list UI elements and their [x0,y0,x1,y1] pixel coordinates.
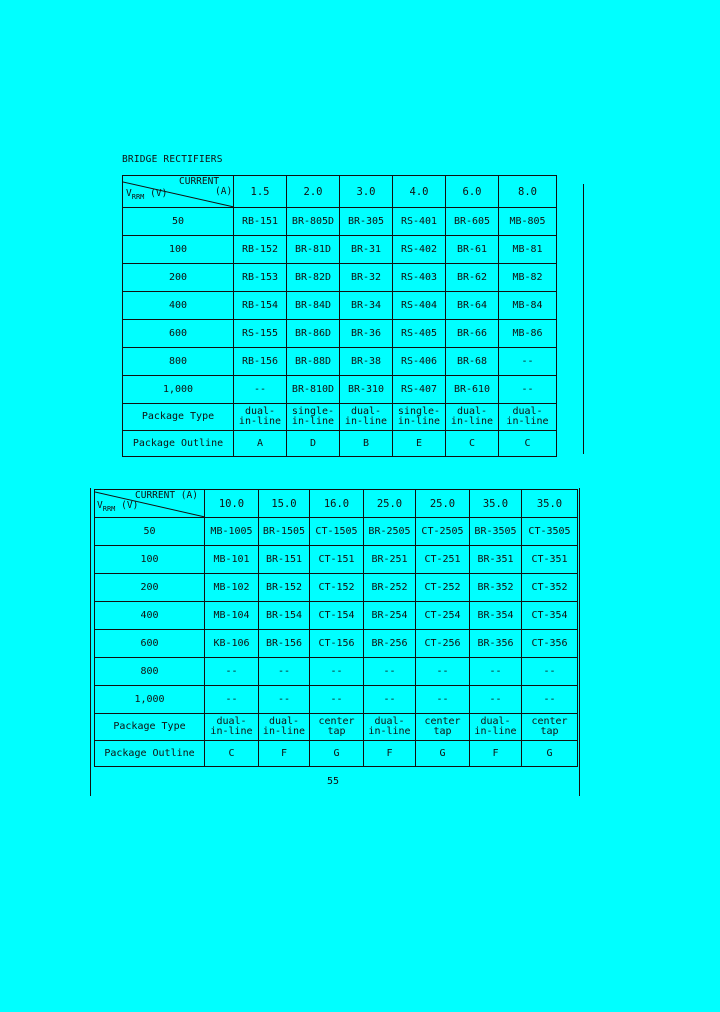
part-number-cell: CT-251 [416,546,470,574]
part-number-cell: RB-156 [234,348,287,376]
voltage-cell: 100 [123,236,234,264]
package-type-cell [234,404,287,431]
part-number-cell: -- [205,686,259,714]
page-number: 55 [327,776,340,787]
part-number-cell: MB-104 [205,602,259,630]
part-number-cell: BR-605 [446,208,499,236]
part-number-cell: CT-352 [522,574,578,602]
package-type-line: single- [291,406,335,417]
package-outline-cell: F [259,741,310,767]
package-outline-label: Package Outline [123,431,234,457]
column-header-current: 10.0 [205,490,259,518]
package-type-cell [310,714,364,741]
part-number-cell: -- [364,686,416,714]
part-number-cell: BR-154 [259,602,310,630]
part-number-cell: CT-156 [310,630,364,658]
part-number-cell: CT-2505 [416,518,470,546]
voltage-cell: 400 [95,602,205,630]
part-number-cell: -- [310,658,364,686]
part-number-cell: BR-3505 [470,518,522,546]
part-number-cell: -- [205,658,259,686]
part-number-cell: MB-81 [499,236,557,264]
current-label: CURRENT (A) [135,490,198,501]
package-type-line: in-line [397,416,441,427]
part-number-cell: BR-32 [340,264,393,292]
column-header-current: 25.0 [364,490,416,518]
part-number-cell: CT-252 [416,574,470,602]
column-header-current: 6.0 [446,176,499,208]
part-number-cell: MB-101 [205,546,259,574]
voltage-cell: 50 [95,518,205,546]
part-number-cell: BR-251 [364,546,416,574]
table-row [95,602,578,630]
voltage-cell: 200 [95,574,205,602]
part-number-cell: BR-64 [446,292,499,320]
package-type-line: center [424,716,461,727]
part-number-cell: MB-84 [499,292,557,320]
table-row [123,320,557,348]
part-number-cell: BR-82D [287,264,340,292]
part-number-cell: RS-402 [393,236,446,264]
column-header-current: 8.0 [499,176,557,208]
part-number-cell: BR-36 [340,320,393,348]
package-type-line: in-line [262,726,306,737]
package-type-cell [364,714,416,741]
part-number-cell: CT-356 [522,630,578,658]
part-number-cell: -- [499,376,557,404]
part-number-cell: BR-352 [470,574,522,602]
package-type-line: dual- [456,406,488,417]
part-number-cell: KB-106 [205,630,259,658]
part-number-cell: BR-81D [287,236,340,264]
package-type-line: in-line [368,726,411,737]
part-number-cell: BR-31 [340,236,393,264]
package-type-line: dual- [268,716,300,727]
package-outline-cell: G [310,741,364,767]
voltage-cell: 400 [123,292,234,320]
package-type-row [95,714,578,741]
table-row [95,574,578,602]
part-number-cell: BR-2505 [364,518,416,546]
voltage-cell: 600 [123,320,234,348]
package-type-cell [259,714,310,741]
table-row [95,546,578,574]
voltage-cell: 800 [123,348,234,376]
part-number-cell: BR-252 [364,574,416,602]
voltage-cell: 50 [123,208,234,236]
part-number-cell: MB-82 [499,264,557,292]
package-type-line: dual- [350,406,382,417]
table-row [123,264,557,292]
voltage-cell: 600 [95,630,205,658]
part-number-cell: BR-62 [446,264,499,292]
package-type-line: in-line [291,416,335,427]
scan-edge-line [583,184,584,454]
part-number-cell: CT-254 [416,602,470,630]
column-header-current: 3.0 [340,176,393,208]
vrrm-label: $V_{RRM}$ (V) [97,500,139,513]
part-number-cell: CT-151 [310,546,364,574]
part-number-cell: BR-38 [340,348,393,376]
part-number-cell: BR-84D [287,292,340,320]
package-type-line: dual- [244,406,276,417]
part-number-cell: -- [522,658,578,686]
package-type-line: dual- [512,406,543,417]
part-number-cell: BR-86D [287,320,340,348]
part-number-cell: BR-805D [287,208,340,236]
table-corner-header [95,490,205,518]
table-row [123,236,557,264]
part-number-cell: BR-68 [446,348,499,376]
part-number-cell: BR-1505 [259,518,310,546]
package-outline-cell: F [364,741,416,767]
table-row [95,686,578,714]
part-number-cell: -- [499,348,557,376]
package-type-line: in-line [238,416,282,427]
part-number-cell: -- [364,658,416,686]
part-number-cell: MB-1005 [205,518,259,546]
part-number-cell: -- [234,376,287,404]
part-number-cell: CT-354 [522,602,578,630]
part-number-cell: CT-154 [310,602,364,630]
package-outline-cell: D [287,431,340,457]
part-number-cell: RS-155 [234,320,287,348]
part-number-cell: RS-405 [393,320,446,348]
part-number-cell: CT-351 [522,546,578,574]
package-type-cell [393,404,446,431]
part-number-cell: BR-356 [470,630,522,658]
part-number-cell: -- [470,686,522,714]
part-number-cell: BR-310 [340,376,393,404]
part-number-cell: BR-254 [364,602,416,630]
vrrm-label: $V_{RRM}$ (V) [126,188,168,201]
package-outline-cell: C [499,431,557,457]
package-type-cell [287,404,340,431]
column-header-current: 15.0 [259,490,310,518]
package-type-cell [205,714,259,741]
column-header-current: 35.0 [470,490,522,518]
part-number-cell: BR-152 [259,574,310,602]
part-number-cell: RS-406 [393,348,446,376]
package-outline-cell: C [205,741,259,767]
package-outline-cell: G [416,741,470,767]
part-number-cell: -- [259,686,310,714]
column-header-current: 2.0 [287,176,340,208]
package-type-label: Package Type [123,404,234,431]
table-row [95,630,578,658]
part-number-cell: -- [416,658,470,686]
part-number-cell: RS-404 [393,292,446,320]
package-type-line: in-line [474,726,517,737]
package-outline-cell: C [446,431,499,457]
part-number-cell: -- [522,686,578,714]
table-row [95,518,578,546]
scan-edge-line [579,488,580,796]
package-type-line: in-line [450,416,494,427]
part-number-cell: BR-256 [364,630,416,658]
package-type-line: in-line [344,416,388,427]
part-number-cell: BR-610 [446,376,499,404]
part-number-cell: RB-152 [234,236,287,264]
current-unit-label: (A) [215,186,233,197]
package-type-line: dual- [374,716,405,727]
package-outline-label: Package Outline [95,741,205,767]
package-type-line: center [531,716,568,727]
column-header-current: 16.0 [310,490,364,518]
package-outline-row [123,431,557,457]
voltage-cell: 1,000 [95,686,205,714]
table-row [123,376,557,404]
package-outline-cell: A [234,431,287,457]
column-header-current: 4.0 [393,176,446,208]
voltage-cell: 800 [95,658,205,686]
part-number-cell: BR-151 [259,546,310,574]
package-type-line: tap [327,726,346,737]
package-outline-cell: E [393,431,446,457]
package-type-label: Package Type [95,714,205,741]
table-row [123,348,557,376]
part-number-cell: -- [416,686,470,714]
part-number-cell: -- [470,658,522,686]
part-number-cell: BR-351 [470,546,522,574]
part-number-cell: RB-153 [234,264,287,292]
package-type-line: center [318,716,355,727]
rectifier-table-2 [94,489,578,767]
voltage-cell: 1,000 [123,376,234,404]
column-header-current: 1.5 [234,176,287,208]
part-number-cell: BR-305 [340,208,393,236]
table-row [123,292,557,320]
package-type-cell [446,404,499,431]
part-number-cell: RS-401 [393,208,446,236]
package-type-cell [522,714,578,741]
part-number-cell: BR-156 [259,630,310,658]
package-type-cell [416,714,470,741]
rectifier-table-1 [122,175,557,457]
package-type-line: dual- [216,716,247,727]
package-outline-cell: G [522,741,578,767]
part-number-cell: RB-151 [234,208,287,236]
package-type-line: tap [540,726,559,737]
part-number-cell: CT-152 [310,574,364,602]
part-number-cell: BR-34 [340,292,393,320]
part-number-cell: CT-1505 [310,518,364,546]
part-number-cell: RB-154 [234,292,287,320]
part-number-cell: MB-805 [499,208,557,236]
part-number-cell: BR-810D [287,376,340,404]
table-row [123,208,557,236]
package-type-row [123,404,557,431]
package-type-line: dual- [480,716,511,727]
current-label: CURRENT [179,176,220,187]
part-number-cell: BR-88D [287,348,340,376]
package-type-line: tap [433,726,452,737]
package-type-cell [340,404,393,431]
table-corner-header [123,176,234,208]
voltage-cell: 100 [95,546,205,574]
scan-edge-line [90,488,91,796]
part-number-cell: RS-407 [393,376,446,404]
package-type-line: in-line [210,726,253,737]
part-number-cell: BR-354 [470,602,522,630]
column-header-current: 25.0 [416,490,470,518]
part-number-cell: -- [310,686,364,714]
package-type-cell [499,404,557,431]
part-number-cell: CT-256 [416,630,470,658]
package-outline-row [95,741,578,767]
part-number-cell: MB-86 [499,320,557,348]
package-outline-cell: B [340,431,393,457]
package-type-cell [470,714,522,741]
part-number-cell: RS-403 [393,264,446,292]
table-row [95,658,578,686]
package-type-line: in-line [506,416,549,427]
column-header-current: 35.0 [522,490,578,518]
package-outline-cell: F [470,741,522,767]
part-number-cell: BR-61 [446,236,499,264]
package-type-line: single- [397,406,441,417]
voltage-cell: 200 [123,264,234,292]
part-number-cell: BR-66 [446,320,499,348]
page-title: BRIDGE RECTIFIERS [122,154,223,165]
part-number-cell: MB-102 [205,574,259,602]
part-number-cell: -- [259,658,310,686]
part-number-cell: CT-3505 [522,518,578,546]
